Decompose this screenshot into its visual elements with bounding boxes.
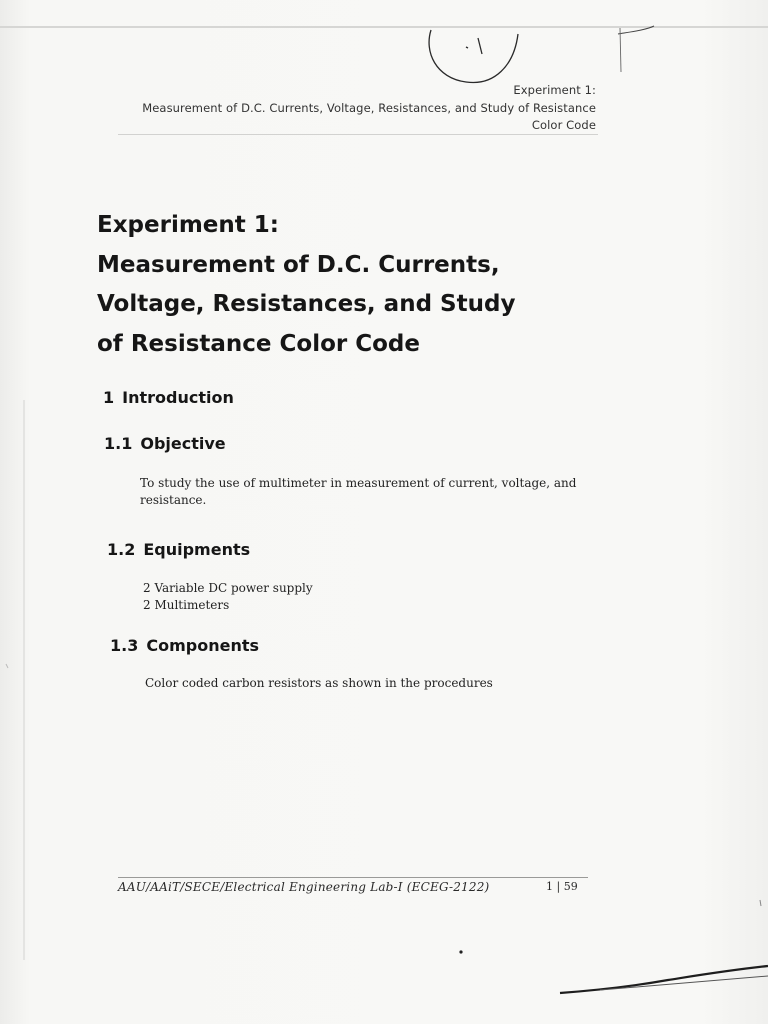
list-item: 2 Variable DC power supply bbox=[143, 581, 313, 595]
section-introduction-heading bbox=[103, 388, 234, 407]
section-title: Objective bbox=[140, 434, 226, 453]
handwritten-corner-stroke bbox=[618, 26, 654, 34]
footer-rule bbox=[118, 877, 588, 878]
section-title: Introduction bbox=[122, 388, 234, 407]
running-header-line-1: Experiment 1: bbox=[513, 83, 596, 97]
objective-text-line-2: resistance. bbox=[140, 493, 207, 507]
objective-text-line-1: To study the use of multimeter in measurement of current, voltage, and bbox=[140, 476, 577, 490]
list-item: 2 Multimeters bbox=[143, 598, 230, 612]
components-text: Color coded carbon resistors as shown in the procedures bbox=[145, 676, 493, 690]
running-header-line-2: Measurement of D.C. Currents, Voltage, Resistances, and Study of Resistance bbox=[142, 100, 596, 115]
section-title: Equipments bbox=[143, 540, 251, 559]
chapter-title-line-3: Voltage, Resistances, and Study bbox=[97, 291, 516, 317]
handwritten-vertical-stroke bbox=[620, 28, 621, 72]
handwritten-tick-mark bbox=[478, 38, 482, 54]
section-number: 1.2 bbox=[107, 540, 136, 559]
footer-course-label: AAU/AAiT/SECE/Electrical Engineering Lab-I (ECEG-2122) bbox=[118, 880, 490, 894]
handwritten-circle-mark bbox=[429, 30, 518, 83]
section-number: 1.1 bbox=[104, 434, 133, 453]
chapter-title bbox=[97, 206, 515, 364]
section-components-heading bbox=[110, 636, 259, 655]
running-header-line-3: Color Code bbox=[531, 118, 596, 132]
header-rule bbox=[118, 134, 598, 135]
scan-speck-dot bbox=[459, 950, 462, 953]
section-equipments-heading bbox=[107, 540, 250, 559]
bottom-scan-smear bbox=[560, 966, 768, 993]
section-number: 1.3 bbox=[110, 636, 139, 655]
chapter-title-line-1: Experiment 1: bbox=[97, 212, 279, 238]
section-number: 1 bbox=[103, 388, 115, 407]
objective-paragraph bbox=[140, 475, 576, 509]
chapter-title-line-2: Measurement of D.C. Currents, bbox=[97, 251, 500, 278]
section-title: Components bbox=[146, 636, 259, 655]
chapter-title-line-4: of Resistance Color Code bbox=[97, 330, 420, 357]
running-header bbox=[142, 82, 596, 135]
footer-page-number: 1 | 59 bbox=[546, 880, 578, 893]
right-margin-speck bbox=[760, 900, 761, 906]
equipments-list bbox=[143, 580, 313, 614]
section-objective-heading bbox=[104, 434, 226, 453]
left-margin-speck bbox=[6, 664, 8, 668]
components-paragraph bbox=[145, 675, 493, 692]
handwritten-dot-mark bbox=[466, 47, 468, 48]
